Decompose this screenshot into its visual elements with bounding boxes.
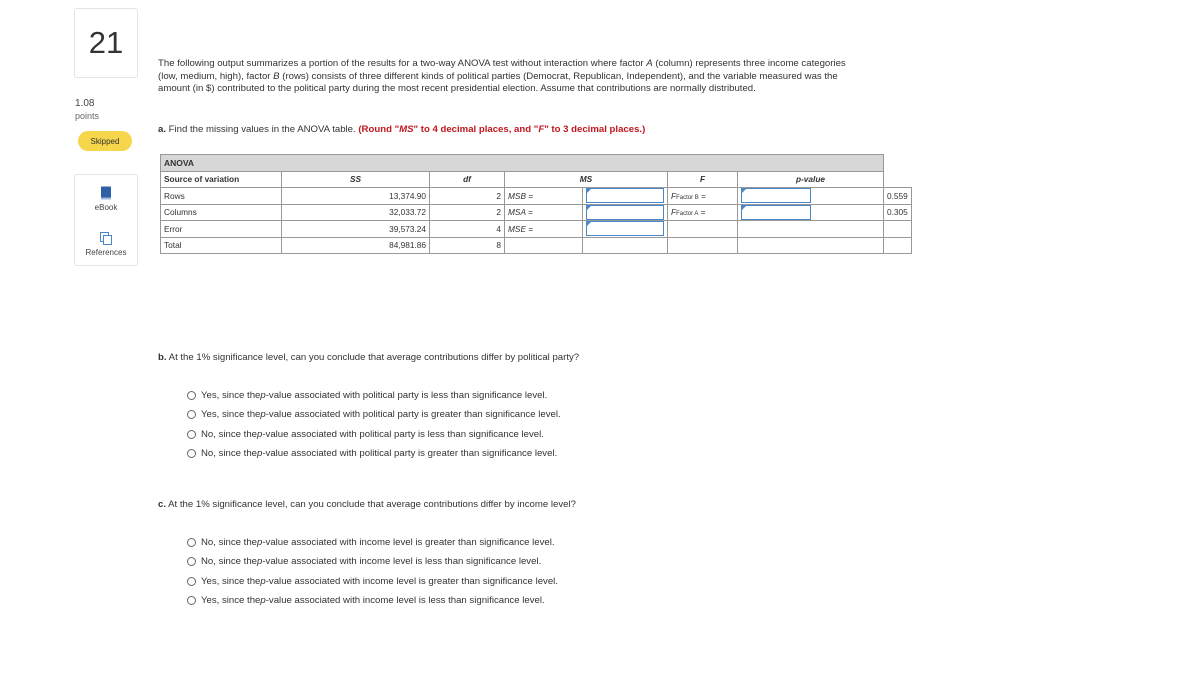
radio-button[interactable]: [187, 410, 196, 419]
empty-cell: [884, 221, 912, 238]
f-factor-a-label: FFactor A =: [668, 204, 738, 221]
points-label: points: [75, 111, 100, 121]
ebook-label: eBook: [94, 203, 118, 212]
radio-button[interactable]: [187, 449, 196, 458]
row-source: Error: [161, 221, 282, 238]
mse-label: MSE =: [505, 221, 583, 238]
book-icon: [100, 186, 112, 200]
row-source: Total: [161, 237, 282, 254]
f-factor-b-label: FFactor B =: [668, 188, 738, 205]
row-df: 8: [430, 237, 505, 254]
radio-button[interactable]: [187, 577, 196, 586]
radio-button[interactable]: [187, 557, 196, 566]
empty-cell: [583, 237, 668, 254]
row-ss: 84,981.86: [282, 237, 430, 254]
radio-button[interactable]: [187, 538, 196, 547]
anova-title: ANOVA: [161, 155, 884, 172]
empty-cell: [738, 237, 884, 254]
mse-input[interactable]: [586, 221, 664, 236]
radio-button[interactable]: [187, 596, 196, 605]
row-df: 4: [430, 221, 505, 238]
header-p-value: p-value: [738, 171, 884, 188]
msb-cell: [583, 188, 668, 205]
header-ss: SS: [282, 171, 430, 188]
question-intro: The following output summarizes a portion of the results for a two-way ANOVA test without interaction where factor A (column) represents three income categories (low, medium, high), factor B (rows) consists of three different kinds of political parties (Democrat, Republican, Independent), and the variable measured was the amount (in $) contributed to the political party during the most recent presidential election. Assume that contributions are normally distributed.: [158, 58, 846, 94]
references-button[interactable]: [75, 232, 137, 257]
side-tools-panel: [74, 174, 138, 266]
f-factor-a-input[interactable]: [741, 205, 811, 220]
header-row: [161, 171, 912, 188]
radio-button[interactable]: [187, 391, 196, 400]
row-p-value: 0.559: [884, 188, 912, 205]
part-b-option-3[interactable]: No, since the p -value associated with political party is less than significance level.: [187, 425, 561, 444]
references-label: References: [85, 248, 127, 257]
msa-cell: [583, 204, 668, 221]
row-df: 2: [430, 204, 505, 221]
part-c-option-4[interactable]: Yes, since the p -value associated with income level is less than significance level.: [187, 591, 558, 610]
part-b-prompt: b. At the 1% significance level, can you conclude that average contributions differ by political party?: [158, 352, 580, 363]
header-f: F: [668, 171, 738, 188]
table-row: [161, 204, 912, 221]
part-a-prompt: a. Find the missing values in the ANOVA table. (Round "MS" to 4 decimal places, and "F" to 3 decimal places.): [158, 124, 646, 135]
empty-cell: [505, 237, 583, 254]
empty-cell: [884, 237, 912, 254]
part-c-option-1[interactable]: No, since the p -value associated with income level is greater than significance level.: [187, 533, 558, 552]
empty-cell: [668, 221, 738, 238]
mse-cell: [583, 221, 668, 238]
part-c-prompt: c. At the 1% significance level, can you conclude that average contributions differ by income level?: [158, 499, 576, 510]
table-row: [161, 237, 912, 254]
ebook-button[interactable]: [75, 186, 137, 212]
table-row: [161, 221, 912, 238]
row-ss: 32,033.72: [282, 204, 430, 221]
question-number: 21: [74, 8, 138, 78]
row-source: Columns: [161, 204, 282, 221]
anova-table: [160, 154, 912, 254]
msb-input[interactable]: [586, 188, 664, 203]
part-b-options: [187, 386, 561, 463]
part-b-option-2[interactable]: Yes, since the p -value associated with political party is greater than significance level.: [187, 405, 561, 424]
radio-button[interactable]: [187, 430, 196, 439]
points-value: 1.08: [75, 98, 95, 109]
msb-label: MSB =: [505, 188, 583, 205]
row-ss: 39,573.24: [282, 221, 430, 238]
table-row: [161, 188, 912, 205]
row-ss: 13,374.90: [282, 188, 430, 205]
copy-icon: [100, 232, 112, 245]
f-factor-b-input[interactable]: [741, 188, 811, 203]
row-df: 2: [430, 188, 505, 205]
empty-cell: [738, 221, 884, 238]
f-factor-a-cell: [738, 204, 884, 221]
row-p-value: 0.305: [884, 204, 912, 221]
status-badge: Skipped: [78, 131, 132, 151]
row-source: Rows: [161, 188, 282, 205]
empty-cell: [668, 237, 738, 254]
msa-input[interactable]: [586, 205, 664, 220]
anova-title-row: [161, 155, 912, 172]
f-factor-b-cell: [738, 188, 884, 205]
msa-label: MSA =: [505, 204, 583, 221]
part-c-option-2[interactable]: No, since the p -value associated with income level is less than significance level.: [187, 552, 558, 571]
part-c-option-3[interactable]: Yes, since the p -value associated with income level is greater than significance level.: [187, 572, 558, 591]
header-ms: MS: [505, 171, 668, 188]
part-b-option-1[interactable]: Yes, since the p -value associated with political party is less than significance level.: [187, 386, 561, 405]
part-b-option-4[interactable]: No, since the p -value associated with political party is greater than significance level.: [187, 444, 561, 463]
header-source: Source of variation: [161, 171, 282, 188]
header-df: df: [430, 171, 505, 188]
part-c-options: [187, 533, 558, 610]
